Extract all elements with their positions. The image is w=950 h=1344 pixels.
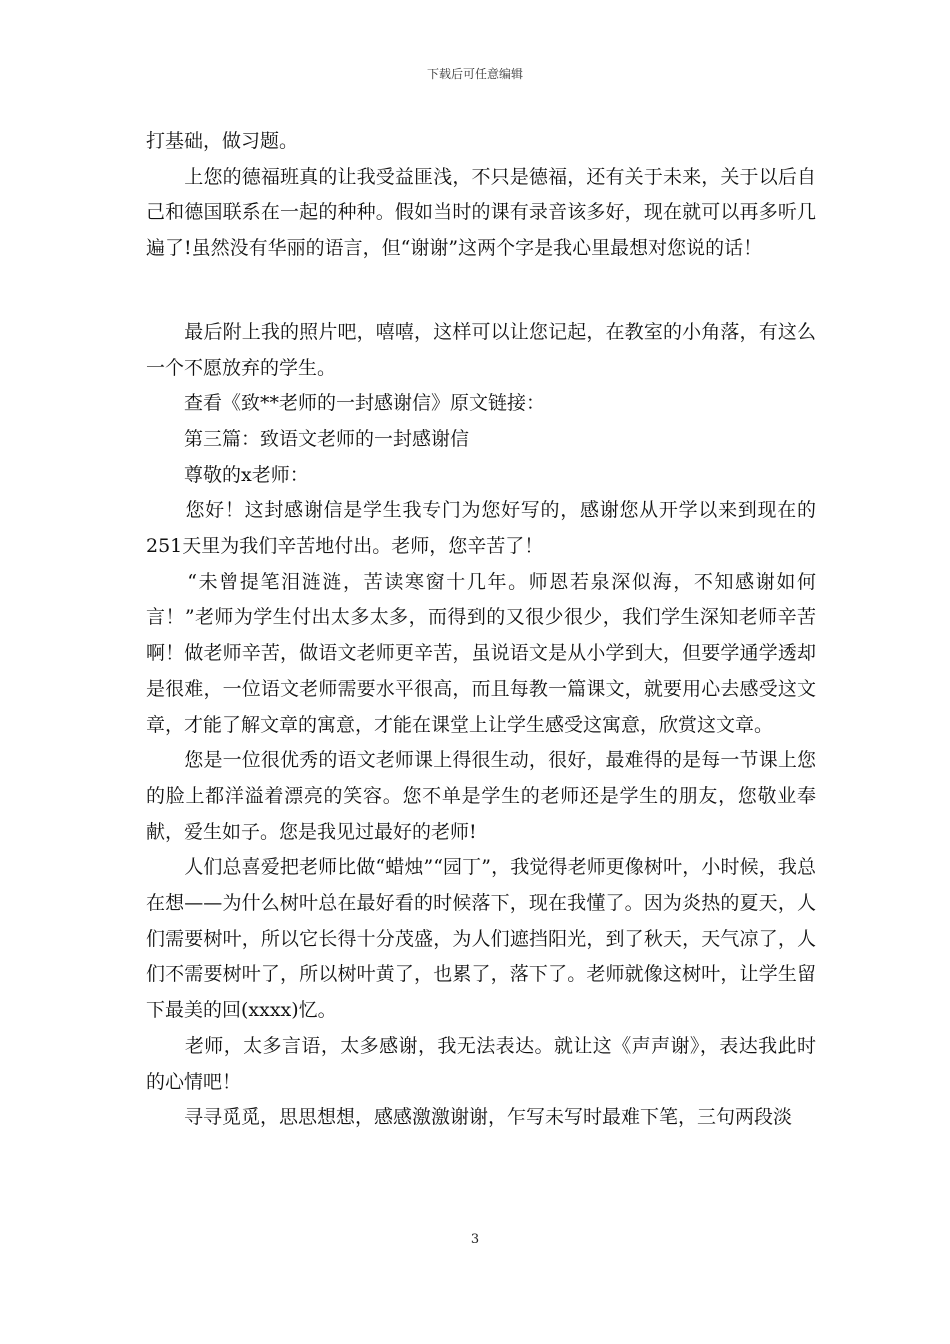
paragraph: 查看《致**老师的一封感谢信》原文链接：: [146, 392, 546, 415]
page-header: 下载后可任意编辑: [426, 67, 523, 81]
paragraph: 人们总喜爱把老师比做“蜡烛”“园丁”，我觉得老师更像树叶，小时候，我总在想——为什么树叶总在最好看的时候落下，现在我懂了。因为炎热的夏天，人们需要树叶，所以它长得十分茂盛，为人们遮挡阳光，到了秋天，天气凉了，人们不需要树叶了，所以树叶黄了，也累了，落下了。老师就像这树叶，让学生留下最美的回(xxxx)忆。: [146, 856, 816, 1022]
paragraph-spacer: [146, 267, 816, 315]
paragraph: “未曾提笔泪涟涟，苦读寒窗十几年。师恩若泉深似海，不知感谢如何言！”老师为学生付出太多太多，而得到的又很少很少，我们学生深知老师辛苦啊！做老师辛苦，做语文老师更辛苦，虽说语文是从小学到大，但要学通学透却是很难，一位语文老师需要水平很高，而且每教一篇课文，就要用心去感受这文章，才能了解文章的寓意，才能在课堂上让学生感受这寓意，欣赏这文章。: [146, 570, 816, 736]
paragraph: 寻寻觅觅，思思想想，感感激激谢谢，乍写未写时最难下笔，三句两段淡: [146, 1106, 793, 1129]
paragraph: 上您的德福班真的让我受益匪浅，不只是德福，还有关于未来，关于以后自己和德国联系在一起的种种。假如当时的课有录音该多好，现在就可以再多听几遍了!虽然没有华丽的语言，但“谢谢”这两个字是我心里最想对您说的话！: [146, 165, 816, 260]
salutation: 尊敬的x老师：: [146, 463, 309, 486]
paragraph: 您是一位很优秀的语文老师课上得很生动，很好，最难得的是每一节课上您的脸上都洋溢着漂亮的笑容。您不单是学生的老师还是学生的朋友，您敬业奉献，爱生如子。您是我见过最好的老师!: [146, 749, 816, 843]
paragraph: 您好！这封感谢信是学生我专门为您好写的，感谢您从开学以来到现在的251天里为我们辛苦地付出。老师，您辛苦了！: [146, 499, 816, 558]
page-number: 3: [470, 1232, 480, 1247]
section-heading: 第三篇：致语文老师的一封感谢信: [146, 427, 470, 450]
document-body: [146, 124, 816, 1136]
paragraph: 打基础，做习题。: [146, 130, 299, 152]
paragraph: 老师，太多言语，太多感谢，我无法表达。就让这《声声谢》，表达我此时的心情吧！: [146, 1034, 816, 1093]
paragraph: 最后附上我的照片吧，嘻嘻，这样可以让您记起，在教室的小角落，有这么一个不愿放弃的学生。: [146, 320, 816, 379]
